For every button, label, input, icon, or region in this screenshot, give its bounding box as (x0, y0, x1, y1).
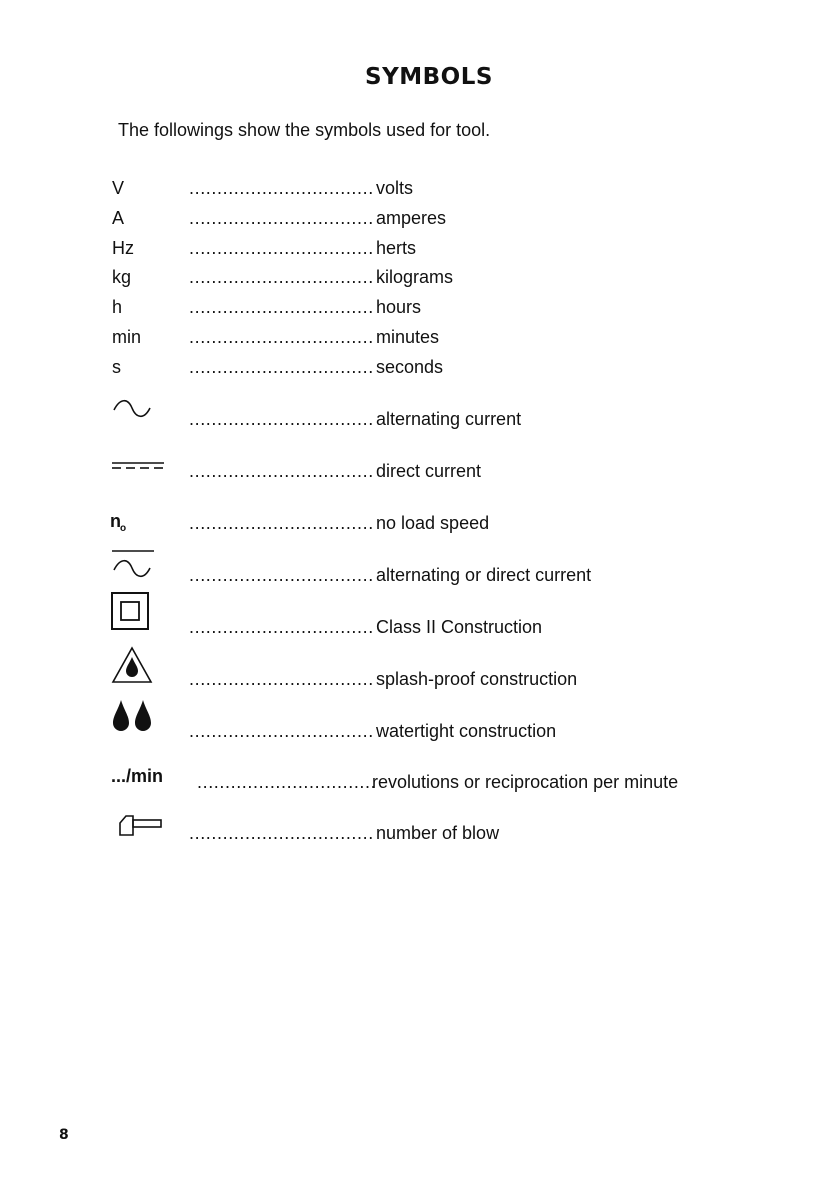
symbol-label: s (112, 357, 121, 377)
splash-proof-icon (110, 645, 154, 685)
symbol-row-per-minute (0, 766, 829, 801)
watertight-icon (110, 698, 160, 734)
leader-dots: ................................. (189, 669, 374, 689)
symbol-label: A (112, 208, 125, 228)
symbol-meaning: revolutions or reciprocation per minute (372, 772, 679, 792)
leader-dots: ................................. (189, 513, 374, 533)
ac-dc-icon (110, 548, 158, 580)
leader-dots: ................................. (189, 617, 374, 637)
class-ii-icon (110, 591, 150, 631)
symbol-meaning: direct current (376, 461, 482, 481)
hammer-blow-icon (117, 812, 165, 838)
page-number: 8 (59, 1127, 69, 1143)
symbol-row-amperes (0, 207, 829, 237)
leader-dots: ................................. (189, 357, 374, 377)
alternating-current-icon (110, 394, 158, 424)
leader-dots: ................................. (189, 297, 374, 317)
leader-dots: ................................. (189, 208, 374, 228)
symbol-meaning: number of blow (376, 823, 500, 843)
leader-dots: ................................. (189, 823, 374, 843)
symbol-label: Hz (112, 238, 134, 258)
symbol-row-volts (0, 177, 829, 207)
symbol-meaning: alternating or direct current (376, 565, 592, 585)
symbol-meaning: volts (376, 178, 414, 198)
symbol-row-direct-current (0, 460, 829, 490)
no-load-speed-icon (110, 510, 134, 534)
symbol-meaning: Class II Construction (376, 617, 543, 637)
symbol-meaning: kilograms (376, 267, 454, 287)
leader-dots: ................................. (189, 409, 374, 429)
symbol-label: V (112, 178, 125, 198)
symbol-row-no-load-speed (0, 512, 829, 542)
symbol-meaning: splash-proof construction (376, 669, 578, 689)
symbol-row-herts (0, 237, 829, 267)
leader-dots: ................................ (197, 772, 377, 792)
symbol-row-seconds (0, 356, 829, 386)
svg-text:o: o (120, 523, 127, 534)
symbol-row-number-of-blow (0, 822, 829, 852)
page-title: SYMBOLS (365, 64, 493, 90)
symbol-meaning: hours (376, 297, 422, 317)
symbol-row-minutes (0, 326, 829, 356)
leader-dots: ................................. (189, 327, 374, 347)
symbol-meaning: alternating current (376, 409, 522, 429)
symbol-meaning: amperes (376, 208, 447, 228)
svg-text:n: n (110, 511, 121, 531)
direct-current-icon (110, 458, 166, 474)
symbol-row-ac-dc (0, 564, 829, 594)
symbol-label: h (112, 297, 123, 317)
leader-dots: ................................. (189, 178, 374, 198)
symbol-label: min (112, 327, 142, 347)
leader-dots: ................................. (189, 721, 374, 741)
symbol-label: kg (112, 267, 132, 287)
symbol-row-splash-proof (0, 668, 829, 698)
symbol-row-alternating-current (0, 408, 829, 438)
symbol-meaning: no load speed (376, 513, 490, 533)
symbol-label: .../min (111, 766, 164, 786)
leader-dots: ................................. (189, 461, 374, 481)
symbol-meaning: herts (376, 238, 417, 258)
leader-dots: ................................. (189, 565, 374, 585)
intro-text: The followings show the symbols used for tool. (118, 120, 491, 140)
symbol-row-watertight (0, 720, 829, 750)
leader-dots: ................................. (189, 267, 374, 287)
symbol-meaning: minutes (376, 327, 440, 347)
leader-dots: ................................. (189, 238, 374, 258)
symbol-meaning: seconds (376, 357, 444, 377)
symbol-row-kilograms (0, 266, 829, 296)
symbol-row-hours (0, 296, 829, 326)
symbol-meaning: watertight construction (376, 721, 557, 741)
symbol-row-class-ii (0, 616, 829, 646)
